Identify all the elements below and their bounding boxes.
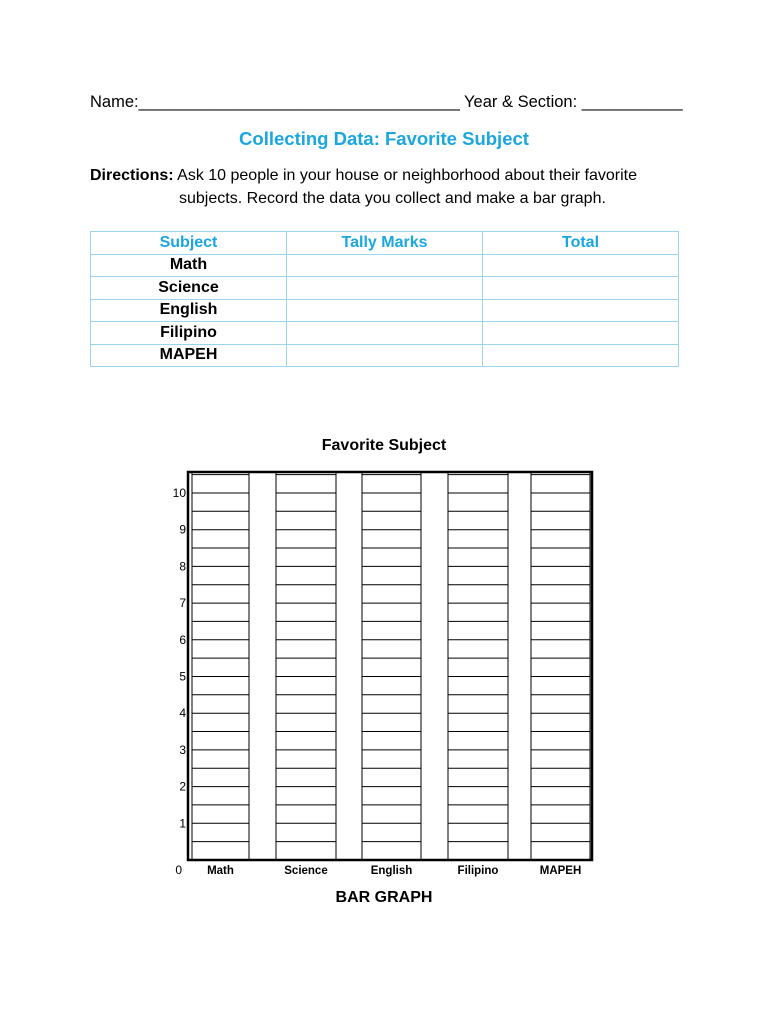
tally-cell[interactable] [287,254,483,277]
y-tick-label: 5 [179,669,186,684]
y-tick-label: 7 [179,596,186,611]
tally-cell[interactable] [287,299,483,322]
subject-cell: Filipino [91,322,287,345]
table-row [91,344,679,367]
total-cell[interactable] [483,299,679,322]
total-cell[interactable] [483,344,679,367]
subject-cell: English [91,299,287,322]
subject-cell: MAPEH [91,344,287,367]
y-tick-label: 6 [179,632,186,647]
table-row [91,322,679,345]
tally-cell[interactable] [287,344,483,367]
total-cell[interactable] [483,322,679,345]
y-tick-label: 10 [172,486,186,500]
table-row [91,254,679,277]
header-total: Total [483,232,679,255]
y-tick-label: 3 [179,742,186,757]
directions [90,164,690,210]
x-tick-label: MAPEH [539,865,582,877]
y-tick-label: 2 [179,779,186,794]
directions-line-2: subjects. Record the data you collect and make a bar graph. [179,190,606,207]
header-tally-marks: Tally Marks [287,232,483,255]
y-tick-label: 0 [175,863,182,877]
y-tick-label: 8 [179,559,186,574]
graph-caption: BAR GRAPH [335,889,433,906]
tally-cell[interactable] [287,322,483,345]
directions-line-1: Ask 10 people in your house or neighborhood about their favorite [177,167,638,184]
y-tick-label: 4 [179,706,186,721]
x-tick-label: English [370,865,413,877]
total-cell[interactable] [483,277,679,300]
table-row [91,277,679,300]
x-tick-label: Math [207,865,234,877]
total-cell[interactable] [483,254,679,277]
graph-title: Favorite Subject [321,437,447,454]
tally-cell[interactable] [287,277,483,300]
subject-cell: Math [91,254,287,277]
tally-table [90,231,679,367]
table-header-row [91,232,679,255]
name-section-line[interactable]: Name:___________________________________ Year & Section: ___________ [90,93,683,111]
directions-label: Directions: [90,167,174,184]
y-tick-label: 9 [179,522,186,537]
subject-cell: Science [91,277,287,300]
x-tick-label: Science [284,865,328,877]
header-subject: Subject [91,232,287,255]
bar-graph[interactable] [160,462,600,887]
page-title: Collecting Data: Favorite Subject [239,128,529,149]
y-tick-label: 1 [179,816,186,831]
table-row [91,299,679,322]
x-tick-label: Filipino [457,865,499,877]
